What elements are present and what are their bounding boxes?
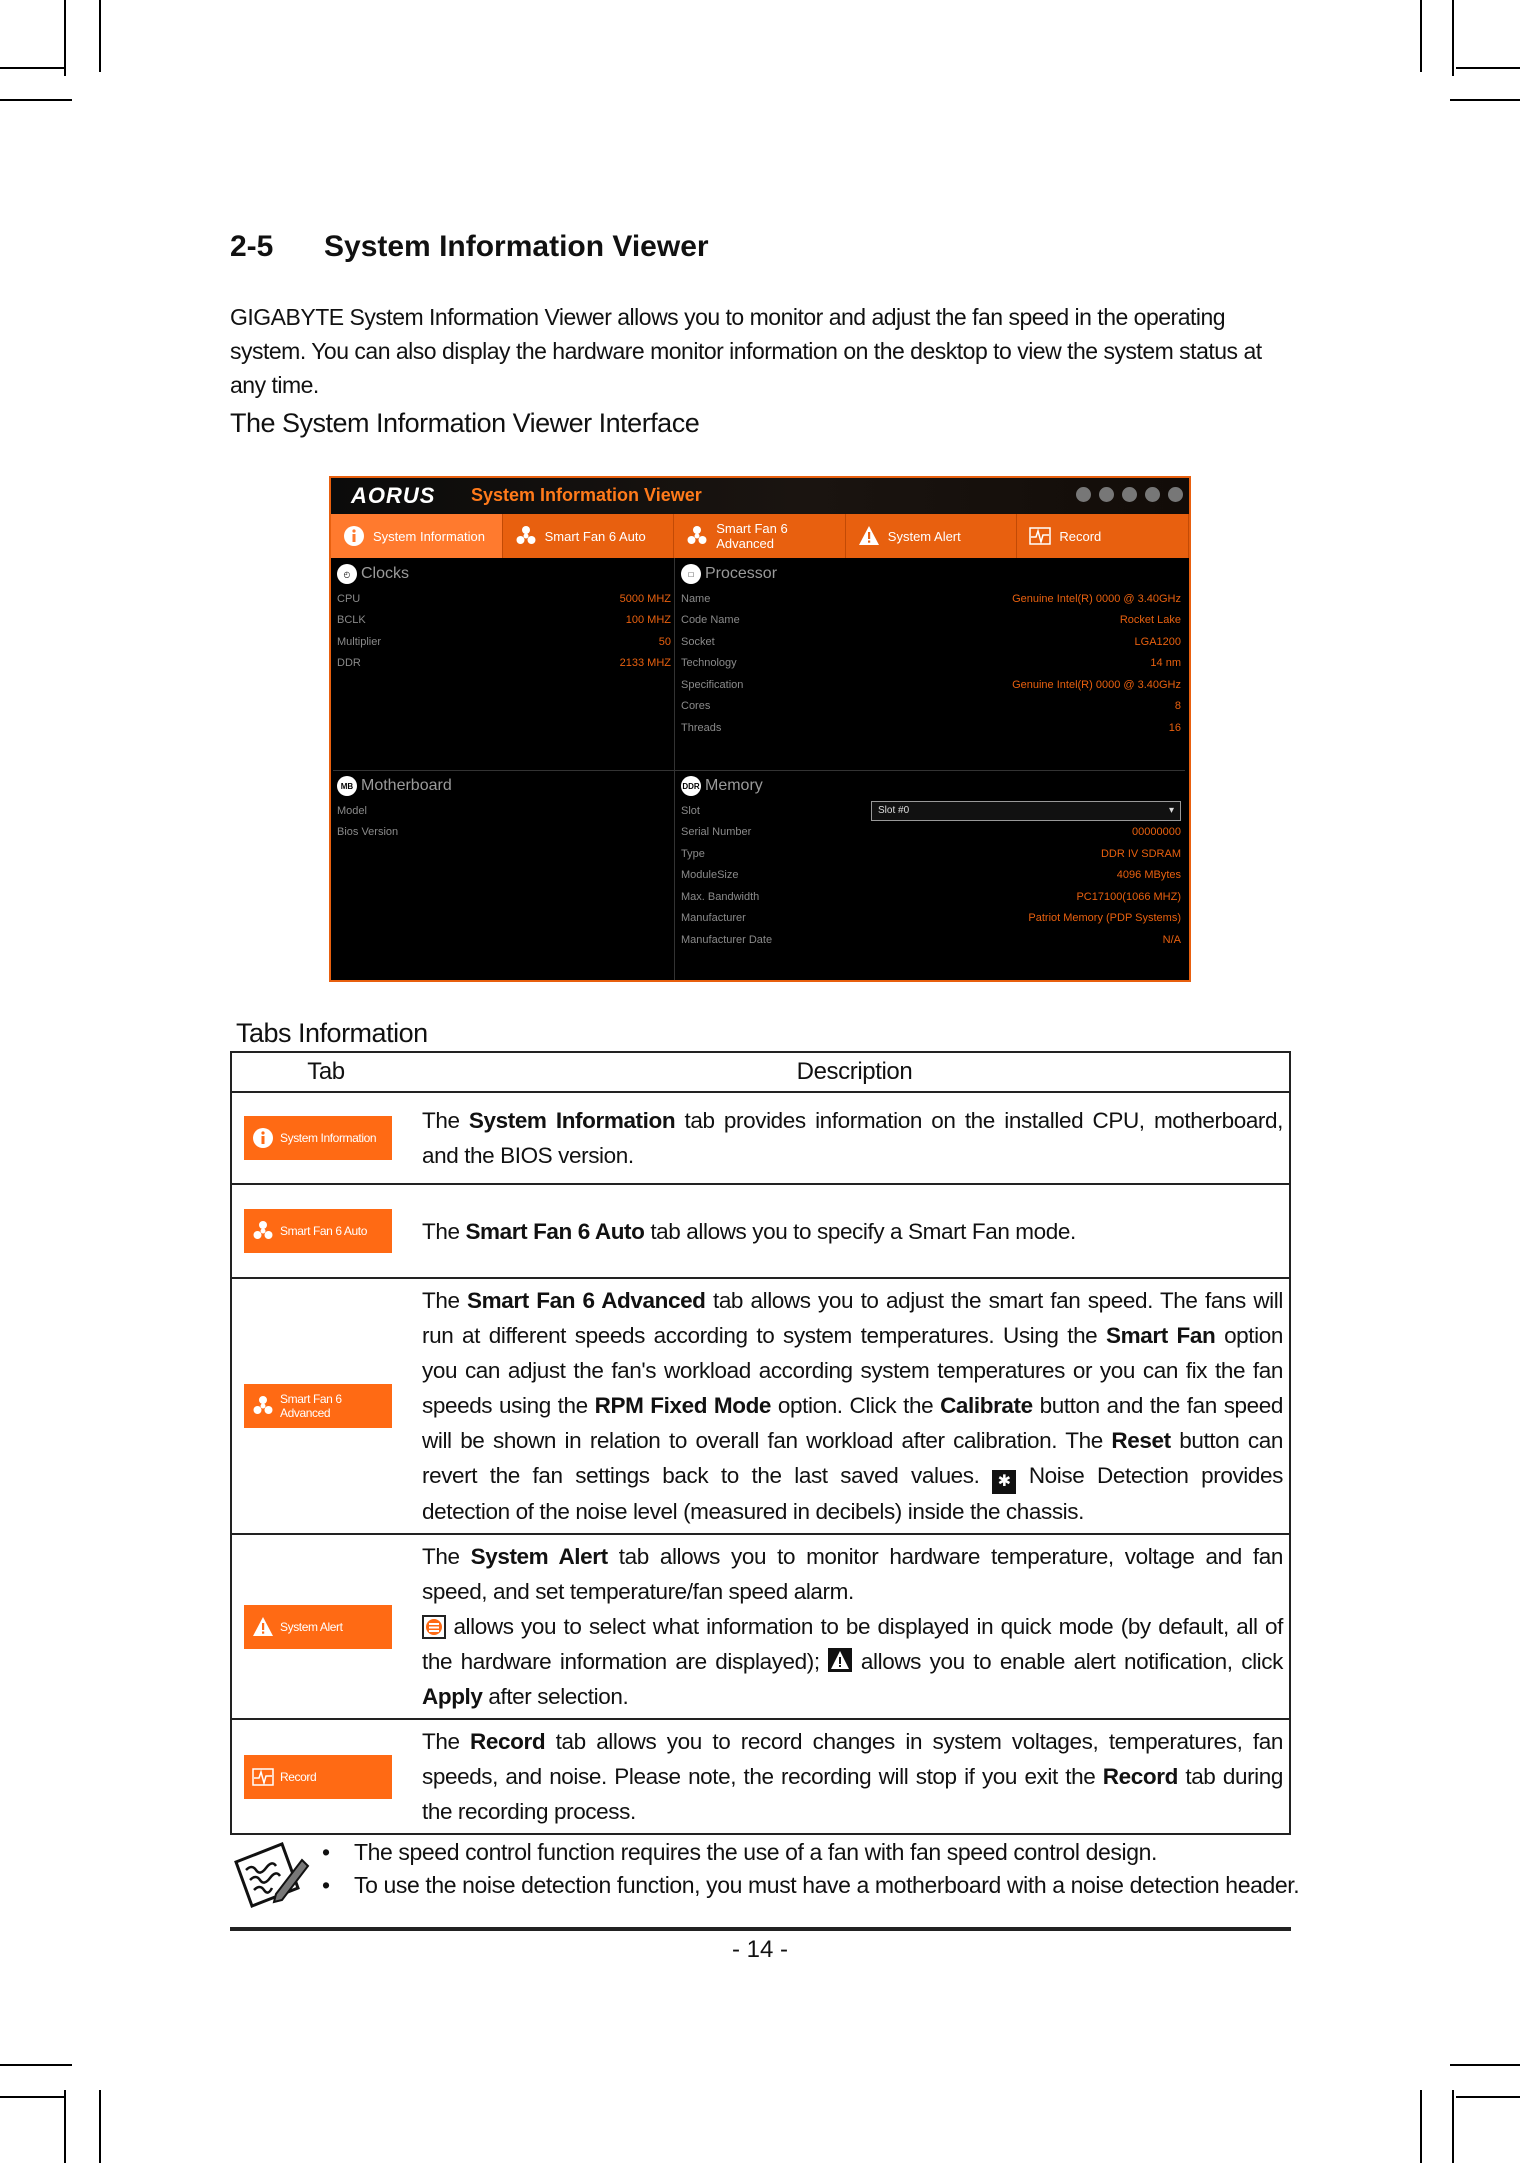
memory-icon: DDR [681,776,701,796]
fan-icon [515,525,537,547]
description-cell [420,1534,1290,1719]
row-label: Name [681,592,711,605]
table-row [231,1278,1290,1534]
tab-label: Smart Fan 6 Auto [544,528,646,544]
table-row [231,1092,1290,1184]
tab-cell [231,1184,420,1278]
info-icon [252,1127,274,1149]
desc-text: button can revert the fan settings back to the last saved values. [422,1428,1284,1488]
desc-bold: Smart Fan 6 Advanced [467,1288,706,1313]
info-icon[interactable] [1122,487,1137,502]
row-label: BCLK [337,614,366,627]
crop-mark [1420,2090,1422,2163]
aorus-logo: AORUS [351,483,436,508]
info-row [681,653,1181,675]
desc-bold: Smart Fan 6 Auto [465,1218,645,1244]
row-label: Max. Bandwidth [681,890,760,903]
row-label: Serial Number [681,826,752,839]
desc-bold: Apply [422,1684,483,1709]
column-header-description: Description [420,1052,1290,1092]
panel-title: Clocks [361,565,410,582]
row-value: Patriot Memory (PDP Systems) [1028,912,1181,925]
desc-text: after selection. [482,1684,629,1709]
tab-image-label: System Alert [280,1619,343,1634]
desc-text: tab allows you to monitor hardware temperature, voltage and fan speed, and set temperature/fan speed alarm. [422,1544,1283,1604]
info-icon [343,525,365,547]
crop-mark [1456,67,1520,69]
memory-heading [681,776,1181,796]
table-header-row [231,1052,1290,1092]
row-label: Socket [681,635,715,648]
row-value: PC17100(1066 MHZ) [1076,890,1181,903]
tab-system-information[interactable] [331,514,503,558]
row-label: Manufacturer [681,912,746,925]
slot-row [681,800,1181,822]
description-cell [420,1719,1290,1834]
row-label: Threads [681,721,722,734]
info-row [337,800,671,822]
desc-bold: System Alert [470,1544,608,1569]
row-value: 4096 MBytes [1116,869,1181,882]
column-header-tab: Tab [231,1052,420,1092]
close-icon[interactable] [1168,487,1183,502]
info-row [681,631,1181,653]
table-row [231,1534,1290,1719]
desc-text: The [422,1108,469,1133]
app-titlebar [331,478,1189,514]
info-row [337,653,671,675]
info-row [681,588,1181,610]
note-pencil-icon [232,1840,310,1915]
desc-text: Noise Detection provides detection of the noise level (measured in decibels) inside the chassis. [422,1463,1283,1524]
row-value: Genuine Intel(R) 0000 @ 3.40GHz [1012,678,1181,691]
row-label: CPU [337,592,361,605]
tab-image-label: Smart Fan 6 Advanced [280,1392,342,1420]
table-row [231,1184,1290,1278]
row-value: 8 [1174,700,1181,713]
pulse-icon [252,1766,274,1788]
desc-text: button and the fan speed will be shown in relation to overall fan workload after calibration. The [422,1393,1284,1453]
row-label: Technology [681,657,737,670]
tab-image-system-alert [244,1605,392,1649]
desc-text: option you can adjust the fan's workload according system temperatures or you can fix the fan speeds using the [422,1323,1283,1418]
row-label: Type [681,847,705,860]
info-row [337,588,671,610]
description-cell [420,1092,1290,1184]
row-label: Bios Version [337,826,399,839]
description-cell [420,1184,1290,1278]
tab-system-alert[interactable] [846,514,1018,558]
desc-bold: Reset [1111,1428,1171,1453]
processor-heading [681,564,1181,584]
desc-text: tab allows you to record changes in system voltages, temperatures, fan speeds, and noise. Please note, the recording will stop if you exit the [422,1729,1283,1789]
table-title: Tabs Information [236,1018,428,1048]
row-label: Specification [681,678,744,691]
processor-icon: □ [681,564,701,584]
section-number: 2-5 [230,230,274,263]
info-row [337,822,671,844]
crop-mark [64,2090,66,2163]
notes-list [322,1836,1299,1902]
row-value: LGA1200 [1134,635,1181,648]
motherboard-panel [337,776,671,843]
intro-paragraph: GIGABYTE System Information Viewer allows you to monitor and adjust the fan speed in the operating system. You can also display the hardware monitor information on the desktop to view the system status at any time. [230,304,1262,398]
crop-mark [0,2096,64,2098]
fan-advanced-icon [686,525,708,547]
alert-icon [828,1648,852,1672]
crop-mark [99,2090,101,2163]
motherboard-icon: MB [337,776,357,796]
row-label: Multiplier [337,635,382,648]
tab-image-label: Record [280,1769,317,1784]
tab-cell [231,1092,420,1184]
info-row [681,822,1181,844]
description-cell [420,1278,1290,1534]
row-label: Slot [681,804,700,817]
row-value: 5000 MHZ [619,592,671,605]
desc-bold: RPM Fixed Mode [594,1393,772,1418]
crop-mark [0,67,64,69]
tab-label: Record [1059,528,1102,544]
pulse-icon [1029,525,1051,547]
crop-mark [1456,2096,1520,2098]
note-item: • The speed control function requires the use of a fan with fan speed control design. [322,1836,1299,1869]
desc-text: The [422,1218,466,1244]
crop-mark [64,0,66,76]
desc-text: The [422,1544,471,1569]
slot-dropdown[interactable] [871,801,1181,821]
tabs-table [230,1051,1291,1835]
desc-text: tab allows you to adjust the smart fan speed. The fans will run at different speeds according to system temperatures. Using the [422,1288,1283,1348]
row-value: N/A [1162,933,1181,946]
slot-value: Slot #0 [878,805,910,817]
tab-image-label: System Information [280,1131,377,1145]
tab-image-record [244,1755,392,1799]
tab-image-label: Smart Fan 6 Auto [280,1224,367,1238]
info-row [681,865,1181,887]
processor-panel [681,564,1181,739]
page-number: - 14 - [731,1936,788,1963]
crop-mark [1452,2090,1454,2163]
row-value: 16 [1168,721,1181,734]
tab-image-smart-fan-auto [244,1209,392,1253]
info-row [681,610,1181,632]
app-tabbar [331,514,1189,558]
motherboard-heading [337,776,671,796]
info-row [681,674,1181,696]
note-item: • To use the noise detection function, you must have a motherboard with a noise detection header. [322,1869,1299,1902]
section-title: System Information Viewer [324,230,709,263]
panel-title: Processor [705,565,778,582]
desc-text: option. Click the [771,1393,941,1418]
chevron-down-icon: ▾ [1168,805,1174,817]
crop-mark [1420,0,1422,72]
menu-icon[interactable] [1099,487,1114,502]
info-row [681,886,1181,908]
row-value: 100 MHZ [625,614,671,627]
row-value: Genuine Intel(R) 0000 @ 3.40GHz [1012,592,1181,605]
desc-text: The [422,1729,471,1754]
row-value: DDR IV SDRAM [1100,847,1181,860]
table-row [231,1719,1290,1834]
desc-bold: Record [1102,1764,1178,1789]
desc-bold: Smart Fan [1106,1323,1216,1348]
warning-icon [858,525,880,547]
crop-mark [1450,99,1520,101]
crop-mark [0,99,72,101]
clocks-heading [337,564,671,584]
tab-image-smart-fan-advanced [244,1384,392,1428]
app-title: System Information Viewer [471,485,702,505]
desc-text: The [422,1288,468,1313]
row-label: Model [337,804,367,817]
info-row [681,843,1181,865]
row-value: 00000000 [1132,826,1181,839]
panel-divider [333,770,1185,771]
desc-text: tab provides information on the installed CPU, motherboard, and the BIOS version. [422,1108,1283,1168]
footer-rule [230,1927,1291,1931]
info-row [681,696,1181,718]
crop-mark [0,2064,72,2066]
crop-mark [99,0,101,72]
tab-image-system-information [244,1116,392,1160]
desc-text: allows you to enable alert notification, click [852,1649,1283,1674]
row-value: Rocket Lake [1119,614,1181,627]
row-value: 50 [658,635,671,648]
row-label: Manufacturer Date [681,933,773,946]
tab-cell [231,1719,420,1834]
row-label: ModuleSize [681,869,739,882]
row-value: 14 nm [1150,657,1181,670]
desc-text: tab allows you to specify a Smart Fan mode. [644,1218,1076,1244]
panel-title: Motherboard [361,777,452,794]
desc-bold: Calibrate [940,1393,1033,1418]
clocks-panel [337,564,671,674]
quick-mode-icon [422,1615,446,1639]
tab-smart-fan-auto[interactable] [503,514,675,558]
settings-icon[interactable] [1076,487,1091,502]
info-row [337,610,671,632]
app-screenshot [329,476,1191,982]
fan-advanced-icon [252,1395,274,1417]
tab-cell [231,1278,420,1534]
info-row [681,908,1181,930]
desc-text: tab during the recording process. [422,1764,1283,1824]
window-controls [1076,487,1183,502]
memory-panel [681,776,1181,951]
row-label: Cores [681,700,711,713]
desc-bold: Record [470,1729,546,1754]
fan-icon [252,1220,274,1242]
clock-icon: ◴ [337,564,357,584]
tab-label: System Information [373,528,485,544]
section-heading [230,230,709,264]
info-row [681,717,1181,739]
tab-smart-fan-advanced[interactable] [674,514,846,558]
info-row [337,631,671,653]
tab-record[interactable] [1017,514,1189,558]
info-row [681,929,1181,951]
noise-detection-icon: ✱ [992,1470,1016,1494]
crop-mark [1450,2064,1520,2066]
row-label: DDR [337,657,361,670]
interface-subheading: The System Information Viewer Interface [230,408,700,438]
row-label: Code Name [681,614,740,627]
tab-label: Smart Fan 6 Advanced [716,521,788,551]
desc-text: allows you to select what information to be displayed in quick mode (by default, all of the hardware information are displayed); [422,1614,1283,1674]
row-value: 2133 MHZ [619,657,671,670]
panel-title: Memory [705,777,763,794]
warning-icon [252,1616,274,1638]
tab-cell [231,1534,420,1719]
desc-bold: System Information [468,1108,676,1133]
tab-label: System Alert [887,528,961,544]
minimize-icon[interactable] [1145,487,1160,502]
crop-mark [1452,0,1454,76]
